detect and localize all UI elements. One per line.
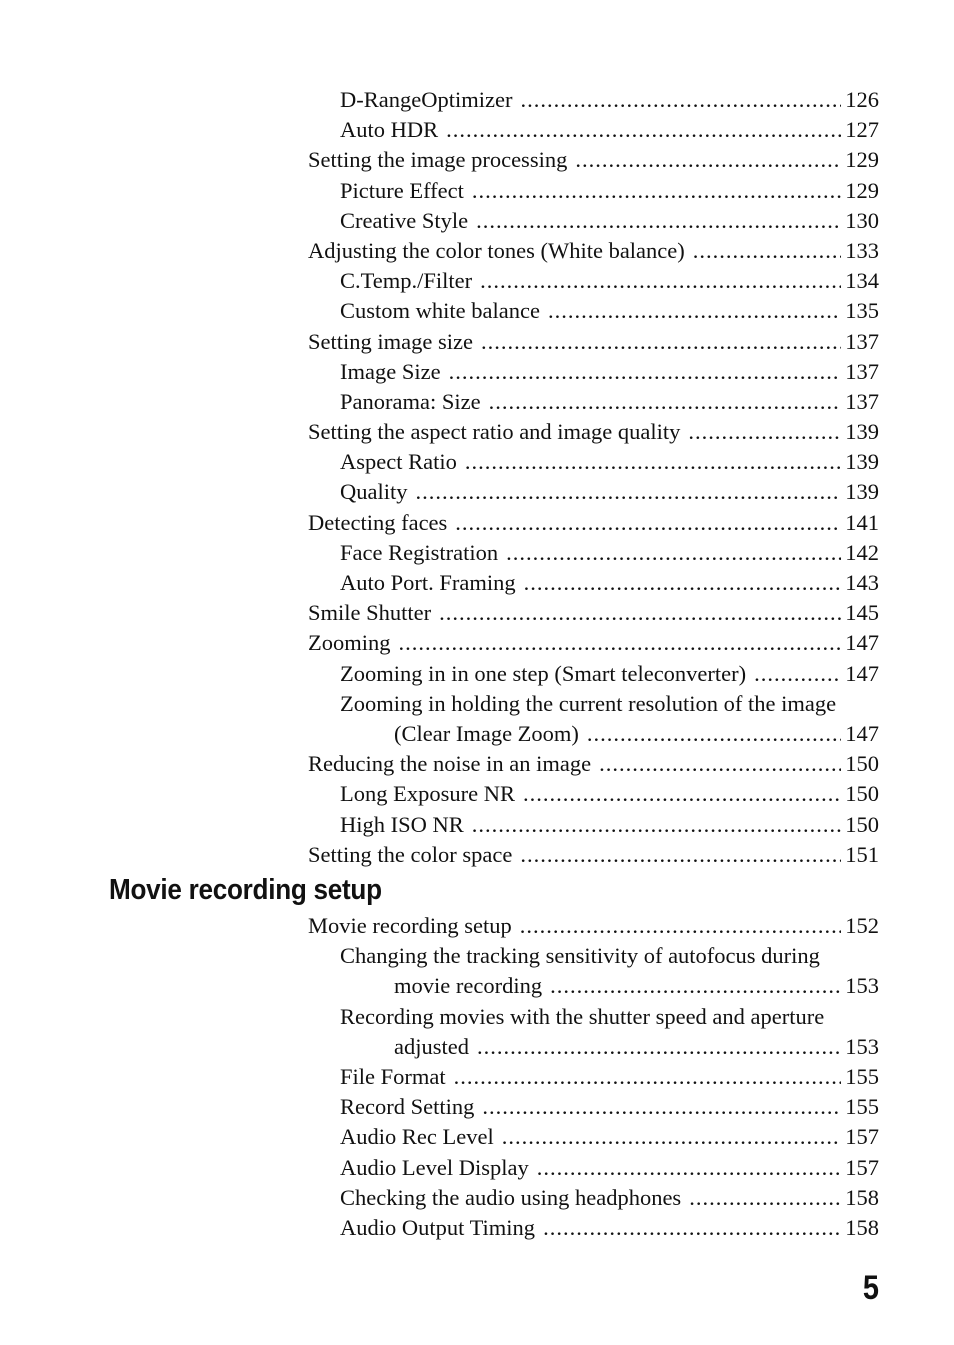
dot-leader <box>476 206 841 236</box>
toc-entry-title-continuation: movie recording <box>394 973 543 999</box>
toc-entry <box>0 538 954 568</box>
toc-entry-page: 130 <box>845 207 879 233</box>
toc-entry-page: 135 <box>845 298 879 324</box>
toc-entry-page: 150 <box>845 751 879 777</box>
toc-entry-page: 139 <box>845 419 879 445</box>
dot-leader <box>524 568 842 598</box>
toc-entry-title: Long Exposure NR <box>340 781 515 807</box>
toc-entry <box>0 266 954 296</box>
page-number: 5 <box>862 1269 879 1307</box>
toc-entry-page: 158 <box>845 1214 879 1240</box>
toc-entry-title: Record Setting <box>340 1094 475 1120</box>
toc-entry-title: D-RangeOptimizer <box>340 87 513 112</box>
toc-entry-title: Auto Port. Framing <box>340 570 516 595</box>
toc-entry-page: 153 <box>845 973 879 999</box>
toc-entry-page: 155 <box>845 1094 879 1120</box>
toc-entry-page: 137 <box>845 358 879 384</box>
toc-entry <box>0 387 954 417</box>
dot-leader <box>688 417 841 447</box>
table-of-contents-top <box>0 85 954 870</box>
toc-entry-page: 151 <box>845 841 879 867</box>
toc-entry-page: 157 <box>845 1154 879 1180</box>
toc-entry <box>0 568 954 598</box>
toc-entry <box>0 1153 954 1183</box>
toc-entry <box>0 417 954 447</box>
toc-entry-page: 150 <box>845 781 879 807</box>
toc-entry-title: Zooming in holding the current resolution of the image <box>340 690 837 716</box>
toc-entry-title-continuation: (Clear Image Zoom) <box>394 720 579 746</box>
toc-entry-title: Audio Level Display <box>340 1154 529 1180</box>
dot-leader <box>502 1122 842 1152</box>
toc-entry-title: Smile Shutter <box>308 600 432 626</box>
toc-entry-page: 147 <box>845 630 879 656</box>
toc-entry <box>0 941 954 971</box>
toc-entry <box>0 628 954 658</box>
dot-leader <box>455 508 841 538</box>
toc-entry-title: Setting image size <box>308 328 473 354</box>
toc-entry <box>0 840 954 870</box>
dot-leader <box>465 447 841 477</box>
dot-leader <box>489 387 842 417</box>
toc-entry-title: Face Registration <box>340 539 499 565</box>
toc-entry-page: 143 <box>845 570 879 595</box>
toc-entry <box>0 779 954 809</box>
dot-leader <box>446 115 841 145</box>
toc-entry-title: Changing the tracking sensitivity of autofocus during <box>340 943 820 969</box>
dot-leader <box>693 236 841 266</box>
toc-entry-title: Creative Style <box>340 207 469 233</box>
toc-entry-title: Movie recording setup <box>308 913 512 938</box>
dot-leader <box>599 749 841 779</box>
dot-leader <box>506 538 841 568</box>
toc-entry-page: 147 <box>845 720 879 746</box>
toc-entry <box>0 327 954 357</box>
toc-entry <box>0 1062 954 1092</box>
toc-entry-page: 142 <box>845 539 879 565</box>
toc-entry-title: Zooming <box>308 630 391 656</box>
dot-leader <box>520 911 842 941</box>
section-heading: Movie recording setup <box>109 874 382 906</box>
toc-entry-page: 153 <box>845 1033 879 1059</box>
toc-entry-title: Panorama: Size <box>340 388 481 414</box>
toc-entry-page: 133 <box>845 237 879 263</box>
dot-leader <box>537 1153 842 1183</box>
toc-entry <box>0 911 954 941</box>
toc-entry-title: Setting the color space <box>308 841 513 867</box>
dot-leader <box>472 176 841 206</box>
dot-leader <box>543 1213 841 1243</box>
toc-entry <box>0 357 954 387</box>
toc-entry-continuation <box>0 971 954 1001</box>
toc-entry <box>0 477 954 507</box>
dot-leader <box>520 85 841 115</box>
toc-entry <box>0 206 954 236</box>
toc-entry-title: Audio Rec Level <box>340 1124 494 1150</box>
toc-entry <box>0 115 954 145</box>
toc-entry <box>0 1213 954 1243</box>
toc-entry-title: File Format <box>340 1063 446 1089</box>
toc-entry-page: 137 <box>845 388 879 414</box>
toc-entry-page: 134 <box>845 268 879 294</box>
toc-entry-page: 137 <box>845 328 879 354</box>
toc-entry-page: 145 <box>845 600 879 626</box>
toc-entry-title: Setting the aspect ratio and image quality <box>308 419 681 445</box>
toc-entry-page: 155 <box>845 1063 879 1089</box>
toc-entry-page: 129 <box>845 177 879 203</box>
toc-entry-page: 129 <box>845 147 879 173</box>
toc-entry-title: Setting the image processing <box>308 147 568 173</box>
toc-entry-title: Zooming in in one step (Smart teleconverter) <box>340 660 747 686</box>
toc-entry <box>0 85 954 115</box>
toc-entry-title: Reducing the noise in an image <box>308 751 592 777</box>
toc-entry-title: Adjusting the color tones (White balance) <box>308 237 685 263</box>
dot-leader <box>482 1092 841 1122</box>
toc-entry <box>0 145 954 175</box>
dot-leader <box>754 659 841 689</box>
dot-leader <box>439 598 841 628</box>
toc-entry-page: 157 <box>845 1124 879 1150</box>
toc-entry <box>0 1092 954 1122</box>
toc-entry-title: Custom white balance <box>340 298 540 324</box>
dot-leader <box>575 145 841 175</box>
toc-entry-title: C.Temp./Filter <box>340 268 473 294</box>
dot-leader <box>480 266 841 296</box>
toc-entry-page: 147 <box>845 660 879 686</box>
dot-leader <box>399 628 842 658</box>
toc-entry <box>0 598 954 628</box>
dot-leader <box>454 1062 842 1092</box>
dot-leader <box>550 971 841 1001</box>
toc-entry-page: 150 <box>845 811 879 837</box>
toc-entry <box>0 1122 954 1152</box>
toc-entry-page: 139 <box>845 449 879 475</box>
toc-entry-page: 158 <box>845 1184 879 1210</box>
table-of-contents-movie <box>0 911 954 1243</box>
toc-entry-title-continuation: adjusted <box>394 1033 469 1059</box>
toc-entry-continuation <box>0 719 954 749</box>
toc-entry <box>0 447 954 477</box>
toc-entry <box>0 810 954 840</box>
toc-entry-title: Recording movies with the shutter speed and aperture <box>340 1003 825 1029</box>
toc-entry-title: Aspect Ratio <box>340 449 457 475</box>
toc-entry-title: Checking the audio using headphones <box>340 1184 682 1210</box>
dot-leader <box>689 1183 841 1213</box>
dot-leader <box>520 840 841 870</box>
toc-entry <box>0 236 954 266</box>
toc-entry <box>0 659 954 689</box>
toc-entry-title: Auto HDR <box>340 117 439 143</box>
toc-entry <box>0 508 954 538</box>
toc-entry-title: Picture Effect <box>340 177 464 203</box>
toc-entry-title: Audio Output Timing <box>340 1214 536 1240</box>
toc-entry-page: 127 <box>845 117 879 143</box>
toc-entry-title: High ISO NR <box>340 811 464 837</box>
dot-leader <box>548 296 841 326</box>
toc-entry-continuation <box>0 1032 954 1062</box>
dot-leader <box>587 719 841 749</box>
toc-entry <box>0 176 954 206</box>
toc-entry <box>0 296 954 326</box>
dot-leader <box>449 357 842 387</box>
dot-leader <box>523 779 841 809</box>
toc-entry-page: 152 <box>845 913 879 938</box>
toc-entry <box>0 689 954 719</box>
toc-entry <box>0 749 954 779</box>
toc-entry-title: Quality <box>340 479 408 505</box>
toc-entry-page: 126 <box>845 87 879 112</box>
toc-entry-page: 141 <box>845 509 879 535</box>
dot-leader <box>416 477 842 507</box>
dot-leader <box>472 810 841 840</box>
toc-entry <box>0 1183 954 1213</box>
dot-leader <box>481 327 841 357</box>
toc-entry <box>0 1002 954 1032</box>
toc-entry-title: Detecting faces <box>308 509 448 535</box>
toc-entry-page: 139 <box>845 479 879 505</box>
dot-leader <box>477 1032 841 1062</box>
toc-entry-title: Image Size <box>340 358 441 384</box>
